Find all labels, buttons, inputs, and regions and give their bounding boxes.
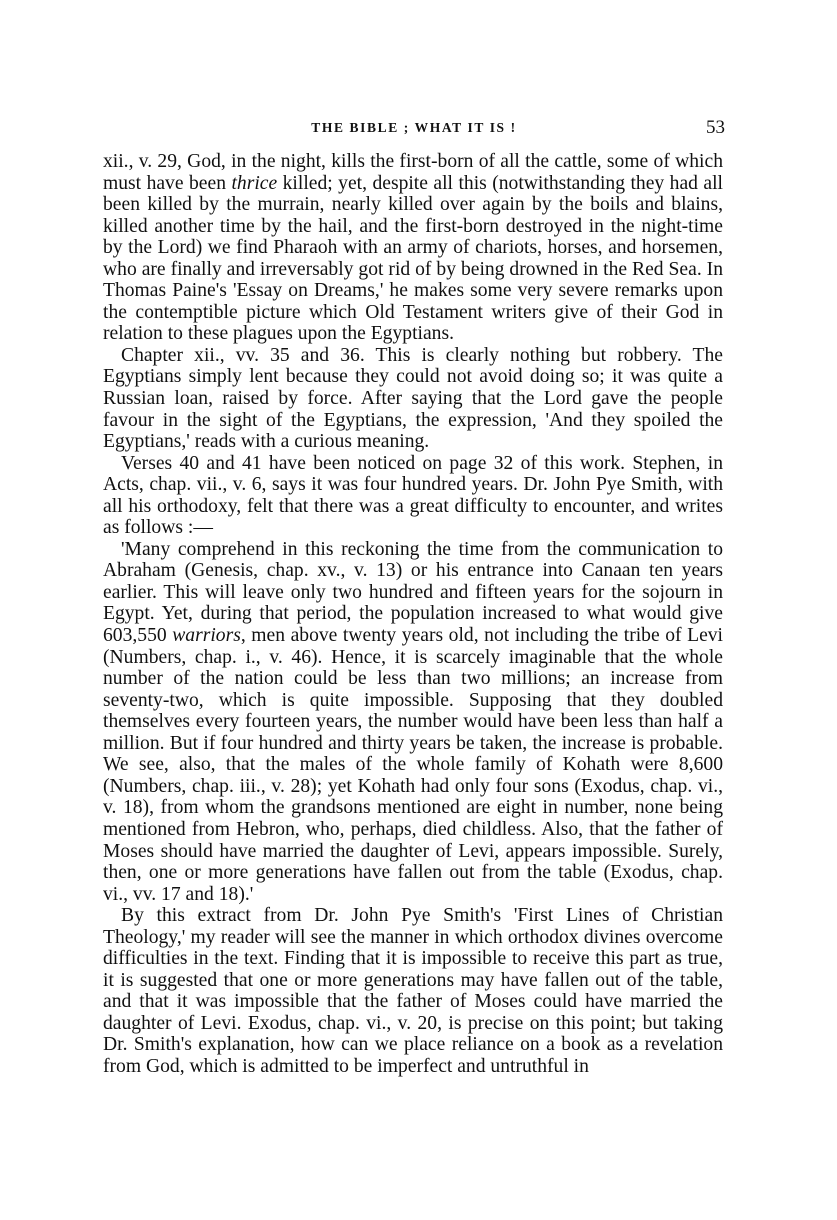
paragraph-verses: Verses 40 and 41 have been noticed on page 32 of this work. Stephen, in Acts, chap. vii., v. 6, says it was four hundred years. Dr. John Pye Smith, with all his orthodoxy, felt that there was a great difficulty to encounter, and writes as follows :— xyxy=(103,452,723,539)
paragraph-extract: By this extract from Dr. John Pye Smith's 'First Lines of Christian Theology,' my reader will see the manner in which orthodox divines overcome difficulties in the text. Finding that it is impossible to receive this part as true, it is suggested that one or more generations may have fallen out of the table, and that it was impossible that the father of Moses could have married the daughter of Levi. Exodus, chap. vi., v. 20, is precise on this point; but taking Dr. Smith's explanation, how can we place reliance on a book as a revelation from God, which is admitted to be imperfect and untruthful in xyxy=(103,905,723,1077)
running-title: THE BIBLE ; WHAT IT IS ! xyxy=(311,120,517,135)
quotation-text-cont: , men above twenty years old, not including the tribe of Levi (Numbers, chap. i., v. 46). Hence, it is scarcely imaginable that the whole number of the nation could be less than two millions; an increase from seventy-two, which is quite impossible. Supposing that they doubled themselves every fourteen years, the number would have been less than half a million. But if four hundred and thirty years be taken, the increase is probable. We see, also, that the males of the whole family of Kohath were 8,600 (Numbers, chap. iii., v. 28); yet Kohath had only four sons (Exodus, chap. vi., v. 18), from whom the grandsons mentioned are eight in number, none being mentioned from Hebron, who, perhaps, died childless. Also, that the father of Moses should have married the daughter of Levi, appears impossible. Surely, then, one or more generations have fallen out from the table (Exodus, chap. vi., vv. 17 and 18).' xyxy=(103,625,724,905)
emphasis-thrice: thrice xyxy=(231,172,278,194)
paragraph-robbery: Chapter xii., vv. 35 and 36. This is clearly nothing but robbery. The Egyptians simply lent because they could not avoid doing so; it was quite a Russian loan, raised by force. After saying that the Lord gave the people favour in the sight of the Egyptians, the expression, 'And they spoiled the Egyptians,' reads with a curious meaning. xyxy=(103,344,723,453)
body-text xyxy=(103,151,723,1078)
paragraph-plagues xyxy=(103,151,723,345)
paragraph-plagues-text: xii., v. 29, God, in the night, kills the first-born of all the cattle, some of which must have been xyxy=(103,151,723,194)
page-number: 53 xyxy=(706,117,725,138)
paragraph-plagues-text-cont: killed; yet, despite all this (notwithstanding they had all been killed by the murrain, nearly killed over again by the boils and blains, killed another time by the hail, and the first-born destroyed in the night-time by the Lord) we find Pharaoh with an army of chariots, horses, and horsemen, who are finally and irreversably got rid of by being drowned in the Red Sea. In Thomas Paine's 'Essay on Dreams,' he makes some very severe remarks upon the contemptible picture which Old Testament writers give of their God in relation to these plagues upon the Egyptians. xyxy=(103,172,723,345)
quotation-text: 'Many comprehend in this reckoning the time from the communication to Abraham (Genesis, chap. xv., v. 13) or his entrance into Canaan ten years earlier. This will leave only two hundred and fifteen years for the sojourn in Egypt. Yet, during that period, the population increased to what would give 603,550 xyxy=(103,538,723,647)
emphasis-warriors: warriors xyxy=(172,625,241,647)
running-head xyxy=(103,118,725,144)
paragraph-quotation xyxy=(103,539,723,905)
